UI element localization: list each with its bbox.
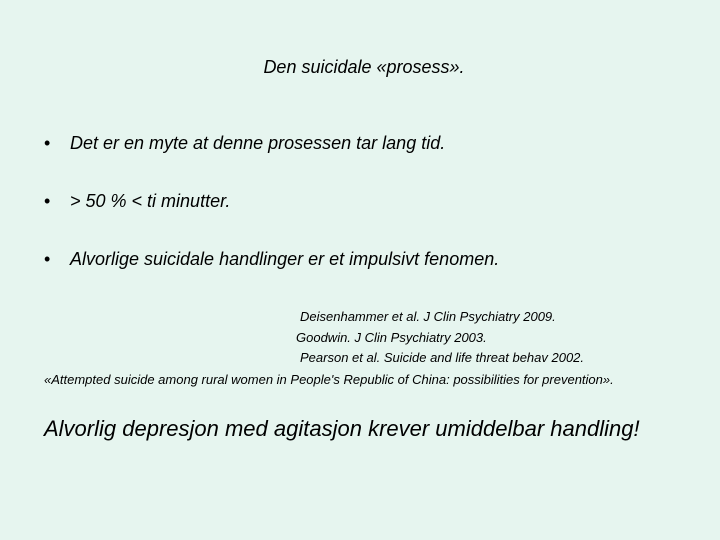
reference-china-study: «Attempted suicide among rural women in People's Republic of China: possibilities for prevention». xyxy=(44,372,614,387)
conclusion-text: Alvorlig depresjon med agitasjon krever umiddelbar handling! xyxy=(44,416,640,441)
bullet-item-impulsive xyxy=(44,249,499,270)
bullet-item-minutes xyxy=(44,191,230,212)
bullet-icon: • xyxy=(44,133,51,153)
reference-deisenhammer: Deisenhammer et al. J Clin Psychiatry 2009. xyxy=(300,309,556,324)
reference-goodwin: Goodwin. J Clin Psychiatry 2003. xyxy=(296,330,487,345)
reference-pearson: Pearson et al. Suicide and life threat behav 2002. xyxy=(300,350,585,365)
bullet-text: Det er en myte at denne prosessen tar lang tid. xyxy=(70,133,446,153)
bullet-icon: • xyxy=(44,249,51,269)
bullet-text: Alvorlige suicidale handlinger er et impulsivt fenomen. xyxy=(70,249,500,269)
bullet-icon: • xyxy=(44,191,51,211)
bullet-text: > 50 % < ti minutter. xyxy=(70,191,231,211)
bullet-item-myth xyxy=(44,133,445,154)
slide-title: Den suicidale «prosess». xyxy=(263,57,465,77)
